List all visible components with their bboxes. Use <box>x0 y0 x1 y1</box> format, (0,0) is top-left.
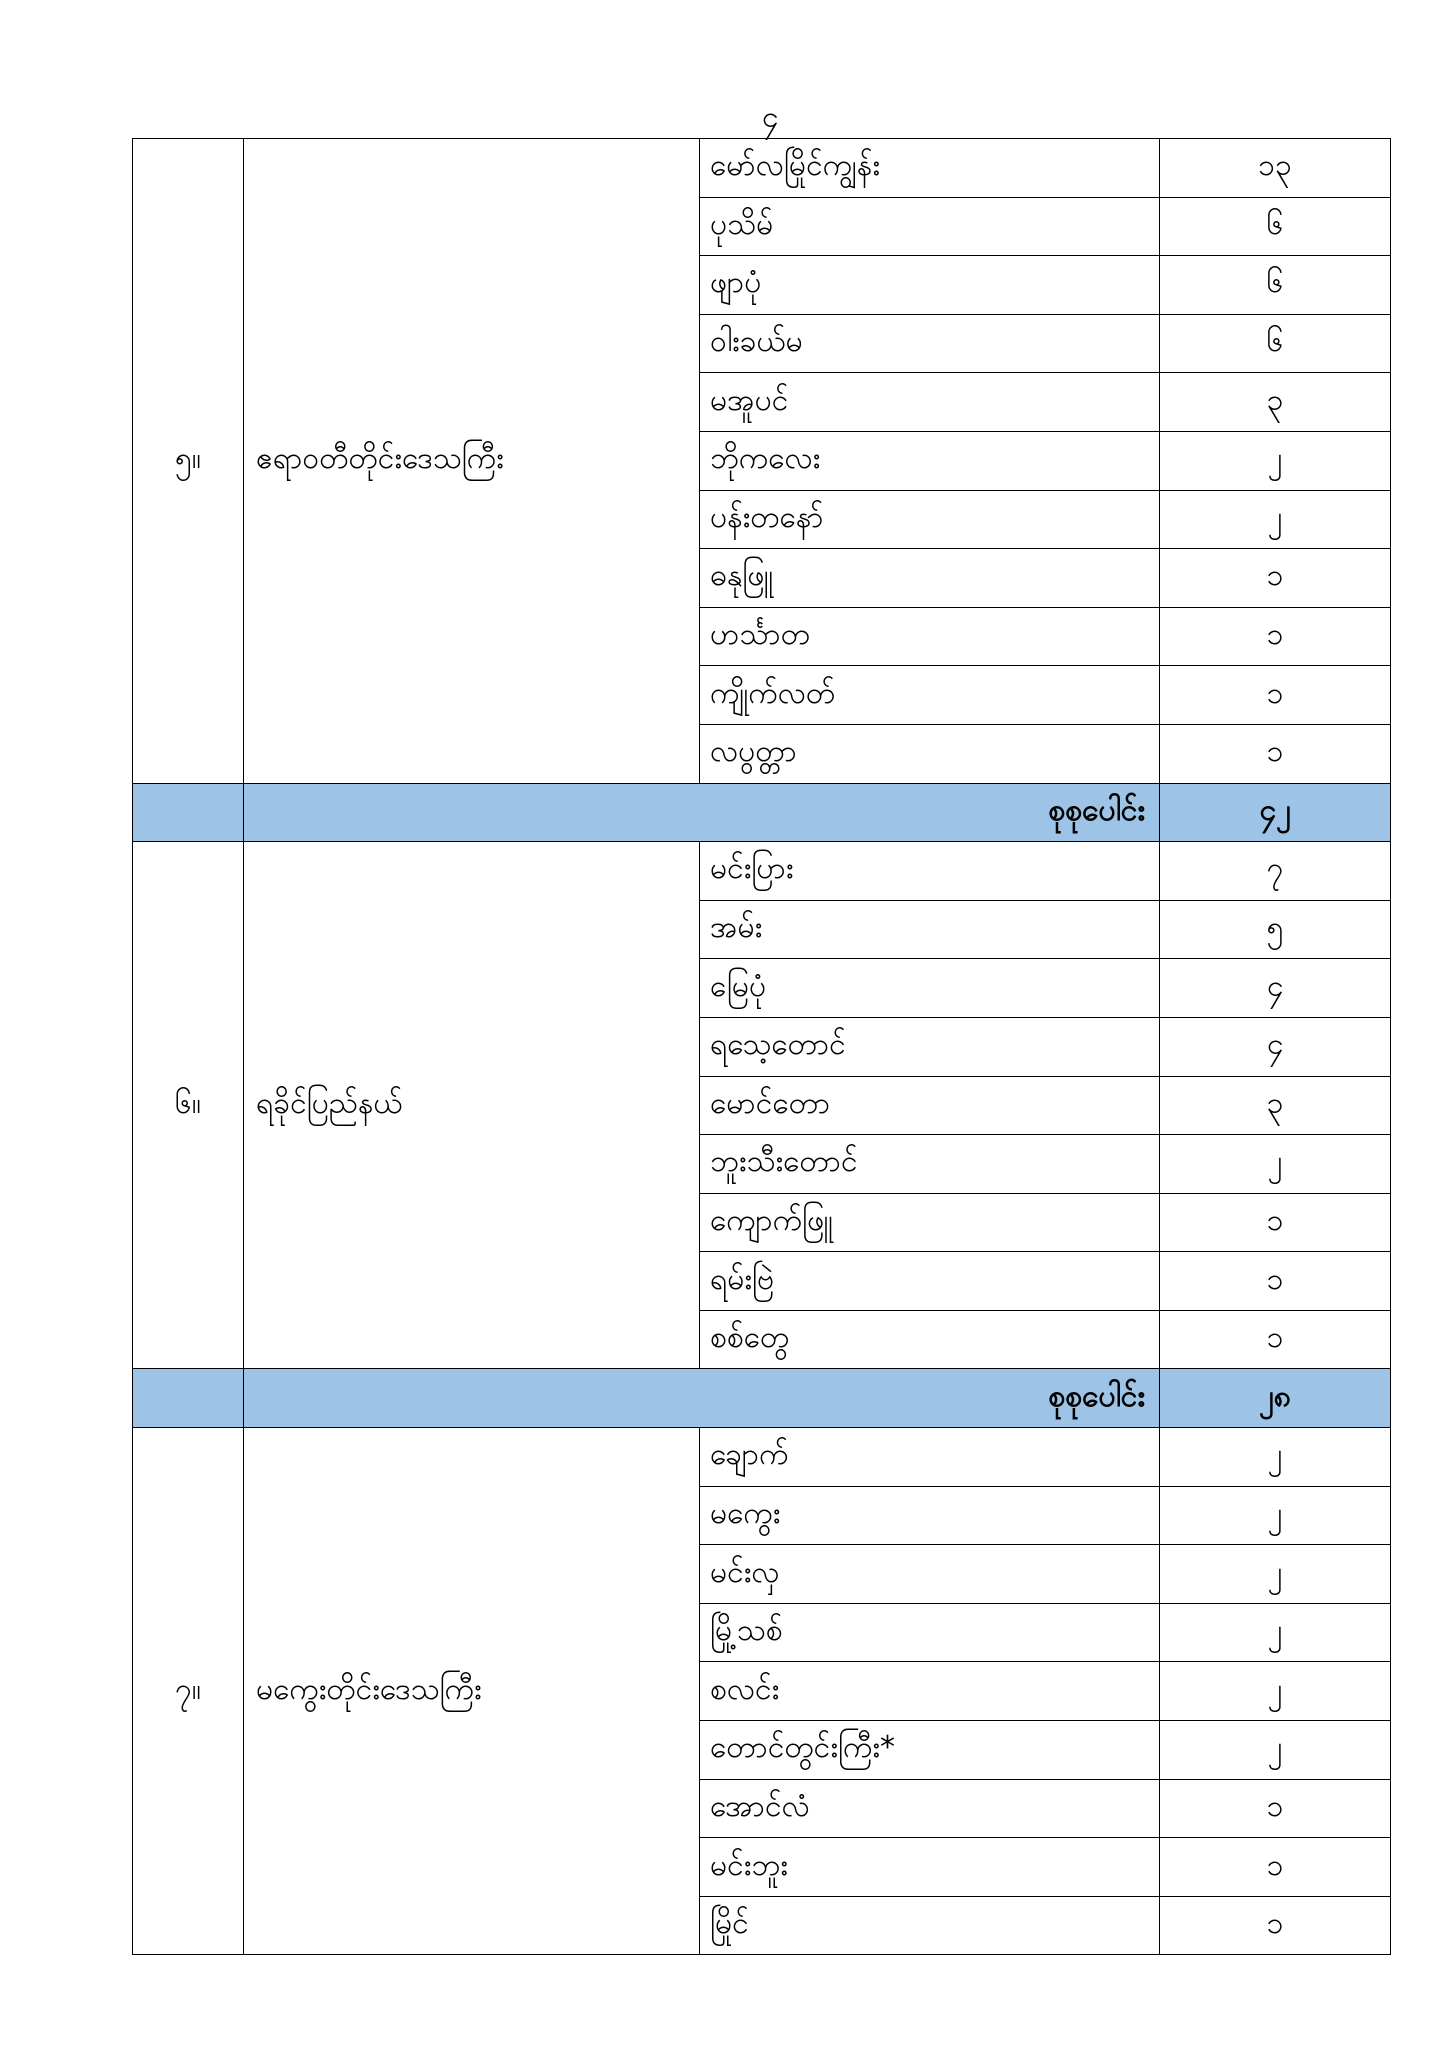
township-count: ၁ <box>1160 607 1391 666</box>
township-name: မကွေး <box>700 1486 1160 1545</box>
township-name: ချောက် <box>700 1428 1160 1487</box>
township-name: ပုသိမ် <box>700 197 1160 256</box>
total-row <box>133 1369 1391 1428</box>
township-name: ကျိုက်လတ် <box>700 666 1160 725</box>
township-count: ၃ <box>1160 373 1391 432</box>
township-name: စလင်း <box>700 1662 1160 1721</box>
township-count: ၂ <box>1160 1428 1391 1487</box>
township-name: ပန်းတနော် <box>700 490 1160 549</box>
region-name: ဧရာဝတီတိုင်းဒေသကြီး <box>244 139 700 784</box>
township-name: မင်းလှ <box>700 1545 1160 1604</box>
township-count: ၂ <box>1160 1135 1391 1194</box>
township-count: ၁၃ <box>1160 139 1391 198</box>
township-name: ဘူးသီးတောင် <box>700 1135 1160 1194</box>
township-name: မောင်တော <box>700 1076 1160 1135</box>
total-row <box>133 783 1391 842</box>
township-name: ဘိုကလေး <box>700 431 1160 490</box>
township-name: မော်လမြိုင်ကျွန်း <box>700 139 1160 198</box>
township-count: ၁ <box>1160 549 1391 608</box>
township-count: ၄ <box>1160 1017 1391 1076</box>
township-name: မြို့သစ် <box>700 1603 1160 1662</box>
township-name: လပွတ္တာ <box>700 724 1160 783</box>
township-name: ရမ်းဗြဲ <box>700 1252 1160 1311</box>
total-label: စုစုပေါင်း <box>244 1369 1160 1428</box>
township-count: ၅ <box>1160 900 1391 959</box>
township-name: မြိုင် <box>700 1896 1160 1955</box>
township-count: ၁ <box>1160 1896 1391 1955</box>
township-count: ၁ <box>1160 724 1391 783</box>
table-body <box>133 139 1391 1955</box>
section-number: ၅။ <box>133 139 244 784</box>
township-count: ၆ <box>1160 197 1391 256</box>
township-name: ကျောက်ဖြူ <box>700 1193 1160 1252</box>
township-count-table <box>132 138 1391 1955</box>
total-blank-cell <box>133 783 244 842</box>
region-name: မကွေးတိုင်းဒေသကြီး <box>244 1428 700 1955</box>
township-count: ၂ <box>1160 1545 1391 1604</box>
township-name: မြေပုံ <box>700 959 1160 1018</box>
township-count: ၄ <box>1160 959 1391 1018</box>
township-count: ၂ <box>1160 490 1391 549</box>
township-name: ဝါးခယ်မ <box>700 314 1160 373</box>
township-count: ၁ <box>1160 1193 1391 1252</box>
region-name: ရခိုင်ပြည်နယ် <box>244 842 700 1369</box>
township-count: ၃ <box>1160 1076 1391 1135</box>
township-count: ၂ <box>1160 431 1391 490</box>
township-count: ၁ <box>1160 1838 1391 1897</box>
township-count: ၁ <box>1160 1779 1391 1838</box>
township-name: အမ်း <box>700 900 1160 959</box>
page-number: ၄ <box>761 100 779 135</box>
township-name: ဖျာပုံ <box>700 256 1160 315</box>
township-name: ရသေ့တောင် <box>700 1017 1160 1076</box>
section-number: ၇။ <box>133 1428 244 1955</box>
township-count: ၂ <box>1160 1603 1391 1662</box>
township-name: တောင်တွင်းကြီး* <box>700 1721 1160 1780</box>
table-row <box>133 842 1391 901</box>
township-name: မင်းပြား <box>700 842 1160 901</box>
township-name: မင်းဘူး <box>700 1838 1160 1897</box>
table-row <box>133 139 1391 198</box>
total-blank-cell <box>133 1369 244 1428</box>
township-name: ဓနုဖြူ <box>700 549 1160 608</box>
township-name: ဟင်္သာတ <box>700 607 1160 666</box>
township-count: ၂ <box>1160 1662 1391 1721</box>
township-count: ၂ <box>1160 1721 1391 1780</box>
township-count: ၇ <box>1160 842 1391 901</box>
township-name: အောင်လံ <box>700 1779 1160 1838</box>
total-value: ၂၈ <box>1160 1369 1391 1428</box>
township-count: ၁ <box>1160 1252 1391 1311</box>
township-count: ၆ <box>1160 314 1391 373</box>
township-count: ၂ <box>1160 1486 1391 1545</box>
section-number: ၆။ <box>133 842 244 1369</box>
township-name: စစ်တွေ <box>700 1310 1160 1369</box>
township-name: မအူပင် <box>700 373 1160 432</box>
total-label: စုစုပေါင်း <box>244 783 1160 842</box>
township-count: ၁ <box>1160 1310 1391 1369</box>
total-value: ၄၂ <box>1160 783 1391 842</box>
table-row <box>133 1428 1391 1487</box>
township-count: ၆ <box>1160 256 1391 315</box>
township-count: ၁ <box>1160 666 1391 725</box>
